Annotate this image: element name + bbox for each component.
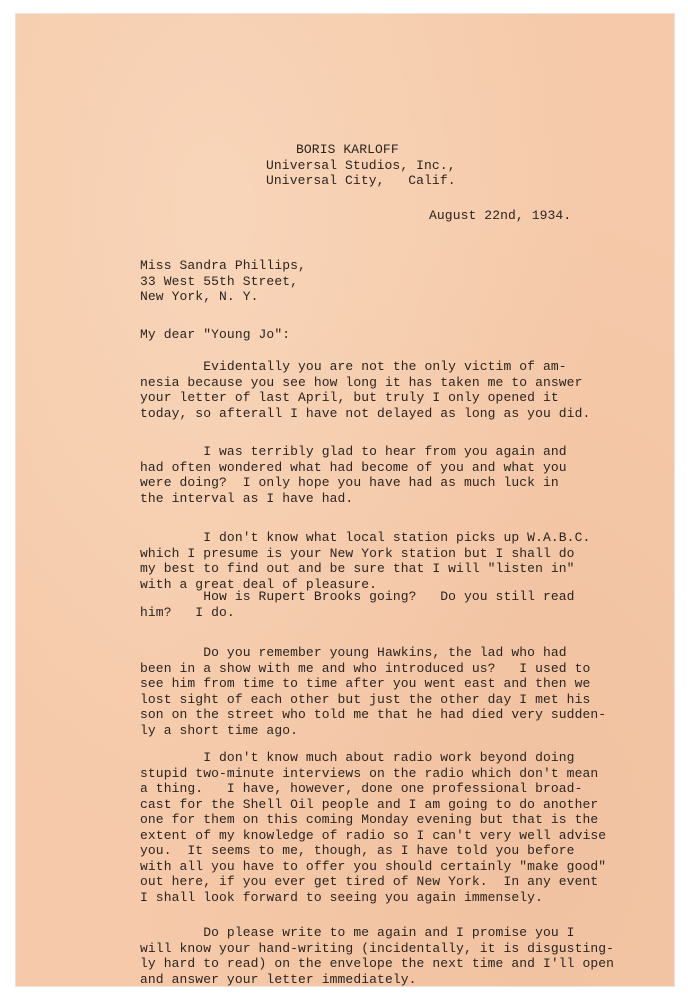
paragraph-line: a thing. I have, however, done one professional broad- [140,781,583,796]
recipient-name: Miss Sandra Phillips, [140,258,306,273]
paragraph-line: Do you remember young Hawkins, the lad who had [140,645,567,660]
paragraph-line: How is Rupert Brooks going? Do you still read [140,589,575,604]
paragraph-line: and answer your letter immediately. [140,971,417,986]
sender-city: Universal City, Calif. [266,173,456,188]
letterhead [266,142,456,189]
recipient-city: New York, N. Y. [140,289,259,304]
paragraph-line: your letter of last April, but truly I only opened it [140,390,559,405]
sender-company: Universal Studios, Inc., [266,157,456,173]
paragraph-line: Evidentally you are not the only victim of am- [140,359,567,374]
paragraph-line: ly a short time ago. [140,722,299,738]
paragraph-2 [140,444,567,506]
paragraph-line: the interval as I have had. [140,490,354,506]
recipient-street: 33 West 55th Street, [140,273,299,289]
paragraph-line: which I presume is your New York station but I shall do [140,545,575,561]
paragraph-line: stupid two-minute interviews on the radio which don't mean [140,765,599,781]
paragraph-line: my best to find out and be sure that I will "listen in" [140,561,575,576]
paragraph-line: cast for the Shell Oil people and I am going to do another [140,796,599,812]
paragraph-line: son on the street who told me that he had died very sudden- [140,707,607,722]
paragraph-4 [140,589,575,620]
paragraph-line: I don't know much about radio work beyond doing [140,750,575,765]
paragraph-line: lost sight of each other but just the other day I met his [140,691,591,707]
paragraph-line: I was terribly glad to hear from you again and [140,444,567,459]
paragraph-line: him? I do. [140,604,235,620]
paragraph-3 [140,530,590,592]
paragraph-line: extent of my knowledge of radio so I can't very well advise [140,827,607,843]
recipient-address [140,258,306,305]
paragraph-line: with all you have to offer you should certainly "make good" [140,858,607,874]
paragraph-line: ly hard to read) on the envelope the next time and I'll open [140,956,615,971]
paragraph-line: will know your hand-writing (incidentally, it is disgusting- [140,940,615,956]
paragraph-line: today, so afterall I have not delayed as long as you did. [140,405,591,421]
paragraph-line: had often wondered what had become of you and what you [140,459,567,475]
sender-name: BORIS KARLOFF [296,142,399,157]
paragraph-line: Do please write to me again and I promise you I [140,925,575,940]
paragraph-7 [140,925,614,986]
paragraph-line: been in a show with me and who introduced us? I used to [140,660,591,676]
paragraph-line: I shall look forward to seeing you again immensely. [140,889,543,905]
paragraph-line: you. It seems to me, though, as I have told you before [140,843,575,858]
paragraph-1 [140,359,590,421]
letter-date: August 22nd, 1934. [429,208,572,223]
letter-page [16,14,674,986]
paragraph-line: were doing? I only hope you have had as much luck in [140,475,559,490]
paragraph-line: with a great deal of pleasure. [140,576,378,592]
paragraph-5 [140,645,606,738]
salutation: My dear "Young Jo": [140,327,291,342]
paragraph-line: see him from time to time after you went east and then we [140,676,591,691]
paragraph-line: nesia because you see how long it has taken me to answer [140,374,583,390]
paragraph-line: one for them on this coming Monday evening but that is the [140,812,599,827]
paragraph-line: out here, if you ever get tired of New York. In any event [140,874,599,889]
paragraph-6 [140,750,606,905]
paragraph-line: I don't know what local station picks up W.A.B.C. [140,530,591,545]
